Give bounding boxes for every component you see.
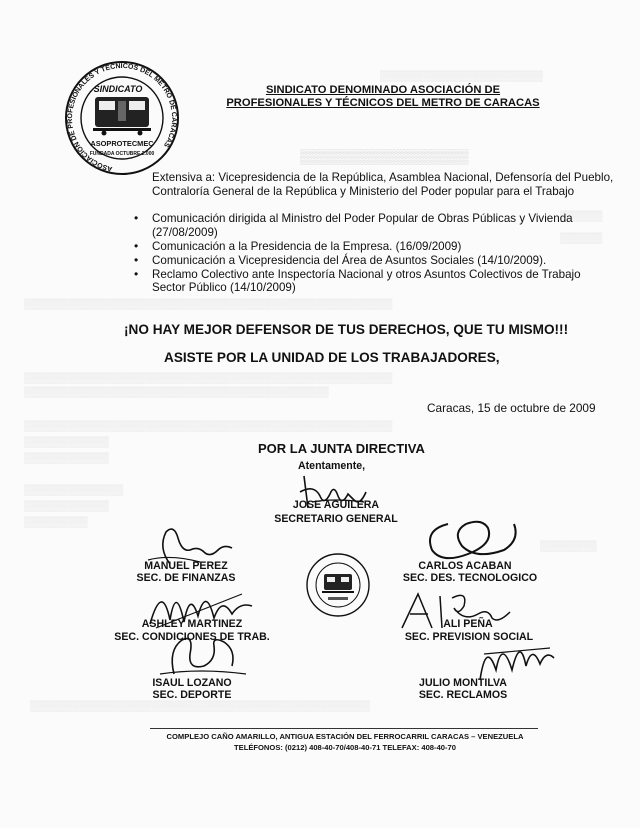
metro-train-icon [93,97,151,136]
signatory-name: JOSE AGUILERA [292,499,380,511]
addressees-paragraph: Extensiva a: Vicepresidencia de la República, Asamblea Nacional, Defensoría del Pueblo, Contraloría General de la República y Ministerio del Poder popular para el Trabajo [152,171,614,198]
signatory-role: SECRETARIO GENERAL [274,513,398,525]
organization-name [218,84,548,110]
closing-regards: Atentamente, [298,460,366,472]
footer-phones: TELÉFONOS: (0212) 408-40-70/408-40-71 TELEFAX: 408-40-70 [233,743,456,752]
slogan-defender: ¡NO HAY MEJOR DEFENSOR DE TUS DERECHOS, QUE TU MISMO!!! [124,322,569,337]
list-item: • Comunicación a Vicepresidencia del Área de Asuntos Sociales (14/10/2009). [134,254,616,268]
signatory-name: JULIO MONTILVA [419,677,507,689]
logo-ring-text: ASOCIACION DE PROFESIONALES Y TECNICOS DEL METRO DE CARACAS [66,62,178,173]
signatory-role: SEC. DES. TECNOLOGICO [402,572,538,584]
list-item: • Comunicación dirigida al Ministro del Poder Popular de Obras Públicas y Vivienda (27/08/2009) [134,212,616,239]
footer-divider [150,728,538,729]
organization-name-line2: PROFESIONALES Y TÉCNICOS DEL METRO DE CARACAS [226,97,540,109]
list-item: • Comunicación a la Presidencia de la Empresa. (16/09/2009) [134,240,616,254]
communications-list [134,212,616,296]
logo-founded-date: FUNDADA OCTUBRE 2.000 [89,151,155,157]
union-seal-stamp [302,552,374,618]
organization-name-line1: SINDICATO DENOMINADO ASOCIACIÓN DE [265,84,501,96]
signatory-role: SEC. DEPORTE [152,689,232,701]
signatory-role: SEC. RECLAMOS [418,689,508,701]
document-date: Caracas, 15 de octubre de 2009 [427,401,596,415]
footer-address: COMPLEJO CAÑO AMARILLO, ANTIGUA ESTACIÓN DEL FERROCARRIL CARACAS – VENEZUELA [166,732,524,741]
signatory-name: CARLOS ACABAN [418,560,512,572]
signatory-role: SEC. CONDICIONES DE TRAB. [114,631,270,643]
signatory-name: ISAUL LOZANO [152,677,232,689]
list-item: • Reclamo Colectivo ante Inspectoría Nacional y otros Asuntos Colectivos de Trabajo Sector Público (14/10/2009) [134,268,616,295]
slogan-unity: ASISTE POR LA UNIDAD DE LOS TRABAJADORES, [164,350,500,365]
signatory-role: SEC. DE FINANZAS [136,572,236,584]
logo-banner-text: SINDICATO [93,84,143,94]
signatory-role: SEC. PREVISION SOCIAL [404,631,534,643]
signatory-name: MANUEL PEREZ [144,560,228,572]
board-title: POR LA JUNTA DIRECTIVA [258,441,425,456]
signature-carlos-acaban [418,510,528,566]
signatory-name: ASHLEY MARTINEZ [141,618,243,630]
logo-abbreviation: ASOPROTECMEC [90,139,154,148]
scanned-document-page: ▒▒▒▒▒▒▒▒▒▒▒▒▒▒▒▒▒▒▒▒▒▒▒ ▒▒▒▒▒▒▒▒▒▒▒▒▒▒▒▒▒ ▒▒▒▒▒▒ ▒▒▒▒▒▒ ▒▒▒▒▒▒▒▒▒▒▒▒▒▒▒▒▒▒▒▒▒▒▒▒▒▒▒▒▒▒▒▒▒▒▒▒▒▒▒▒▒▒▒▒▒▒▒▒▒▒▒▒ ▒▒▒▒▒▒▒▒▒▒▒▒▒▒▒▒▒▒▒▒▒▒▒▒▒▒▒▒▒▒▒▒▒▒▒▒▒▒▒▒▒▒▒▒▒▒▒▒▒▒▒▒ ▒▒▒▒▒▒▒▒▒▒▒▒▒▒▒▒▒▒▒▒▒▒▒▒▒▒▒▒▒▒▒▒▒▒▒▒▒▒▒▒▒▒▒ ▒▒▒▒▒▒▒▒▒▒▒▒▒▒▒▒▒▒▒▒▒▒▒▒▒▒▒▒▒▒▒▒▒▒▒▒▒▒▒▒▒▒▒▒▒▒▒▒▒▒▒▒ ▒▒▒▒▒▒▒▒▒▒▒▒ ▒▒▒▒▒▒▒▒▒▒▒▒ ▒▒▒▒▒▒▒▒▒▒▒▒▒▒ ▒▒▒▒▒▒▒▒▒▒▒▒ ▒▒▒▒▒▒▒▒▒ ▒▒▒▒▒▒▒▒ ▒▒▒▒▒▒▒▒▒▒▒▒▒▒▒▒▒▒▒▒▒▒▒▒▒▒▒▒▒▒▒▒▒▒▒▒▒▒▒▒▒▒▒▒▒▒▒▒ ASOCIACION DE PROFESIONALES Y TECNICOS DEL METRO DE CARACAS SINDICATO ASOPROTECMEC FUNDADA OCTUBRE 2.000 SINDICATO DENOMINADO ASOCIACIÓN DE PROFESIONALES Y TÉCNICOS DEL METRO DE CARACAS Extensiva a: Vicepresidencia de la República, Asamblea Nacional, Defensoría del Pueblo, Contraloría General de la República y Ministerio del Poder popular para el Trabajo • Comunicación dirigida al Ministro del Poder Popular de Obras Públicas y Vivienda (27/08/2009) • Comunicación a la Presidencia de la Empresa. (16/09/2009) • Comunicación a Vicepresidencia del Área de Asuntos Sociales (14/10/2009). • Reclamo Colectivo ante Inspectoría Nacional y otros Asuntos Colectivos de Trabajo Sector Público (14/10/2009) ¡NO HAY MEJOR DEFENSOR DE TUS DERECHOS, QUE TU MISMO!!! ASISTE POR LA UNIDAD DE LOS TRABAJADORES, Caracas, 15 de octubre de 2009 POR LA JUNTA DIRECTIVA Atentamente, JOSE AGUILERA SECRETARIO GENERAL MANUEL PEREZ SEC. DE FINANZAS CARLOS ACABAN SEC. DES. TECNOLOGICO ASHLEY MARTINEZ SEC. CONDICIONES DE TRAB. ALI PEÑA SEC. PREVISION SOCIAL ISAUL LOZANO SEC. DEPORTE JULIO MONTILVA SEC. RECLAMOS COMPLEJO CAÑO AMARILLO, ANTIGUA ESTACIÓN DEL FERROCARRIL CARACAS – VENEZUELA TELÉFONOS: (0212) 408-40-70/408-40-71 TELEFAX: 408-40-70 [0,0,640,828]
union-logo [58,58,186,178]
signatory-name: ALI PEÑA [443,618,493,630]
